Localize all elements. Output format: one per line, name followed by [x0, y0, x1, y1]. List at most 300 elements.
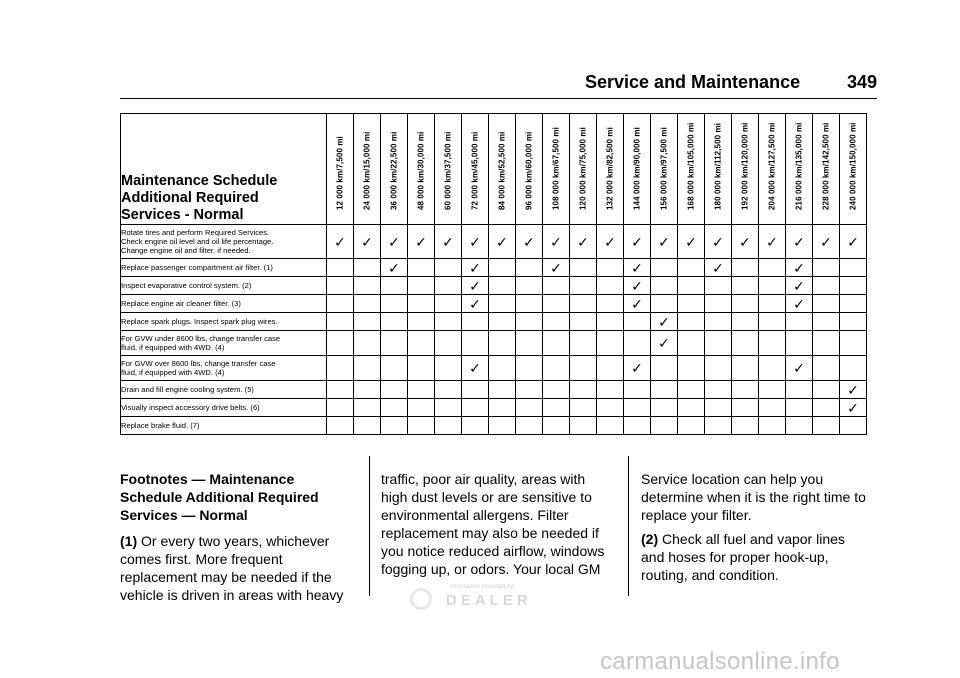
empty-cell: [543, 417, 570, 435]
service-description: [121, 356, 327, 381]
service-description-line: For GVW over 8600 lbs, change transfer case: [121, 359, 276, 368]
empty-cell: [435, 356, 462, 381]
service-description: [121, 295, 327, 313]
service-description-line: fluid, if equipped with 4WD. (4): [121, 368, 225, 377]
interval-header: [570, 114, 597, 225]
empty-cell: [678, 295, 705, 313]
schedule-body: [121, 225, 867, 435]
empty-cell: [624, 399, 651, 417]
empty-cell: [462, 381, 489, 399]
empty-cell: [516, 295, 543, 313]
empty-cell: [570, 417, 597, 435]
check-icon: ✓: [462, 225, 489, 259]
empty-cell: [678, 331, 705, 356]
empty-cell: [435, 313, 462, 331]
empty-cell: [489, 277, 516, 295]
empty-cell: [813, 259, 840, 277]
empty-cell: [840, 277, 867, 295]
check-icon: ✓: [327, 225, 354, 259]
service-description-line: Change engine oil and filter, if needed.: [121, 246, 251, 255]
empty-cell: [327, 399, 354, 417]
empty-cell: [651, 381, 678, 399]
empty-cell: [516, 417, 543, 435]
service-description: [121, 259, 327, 277]
empty-cell: [381, 313, 408, 331]
empty-cell: [516, 381, 543, 399]
empty-cell: [624, 381, 651, 399]
check-icon: ✓: [786, 295, 813, 313]
empty-cell: [651, 259, 678, 277]
check-icon: ✓: [786, 225, 813, 259]
empty-cell: [813, 399, 840, 417]
empty-cell: [354, 399, 381, 417]
empty-cell: [570, 259, 597, 277]
service-description-line: Check engine oil level and oil life percentage.: [121, 237, 274, 246]
empty-cell: [759, 313, 786, 331]
empty-cell: [570, 277, 597, 295]
empty-cell: [759, 356, 786, 381]
empty-cell: [327, 331, 354, 356]
interval-header: [624, 114, 651, 225]
empty-cell: [543, 331, 570, 356]
empty-cell: [840, 356, 867, 381]
check-icon: ✓: [786, 259, 813, 277]
empty-cell: [570, 331, 597, 356]
schedule-row: [121, 399, 867, 417]
empty-cell: [354, 313, 381, 331]
empty-cell: [786, 331, 813, 356]
empty-cell: [381, 381, 408, 399]
empty-cell: [597, 381, 624, 399]
check-icon: ✓: [597, 225, 624, 259]
empty-cell: [597, 277, 624, 295]
watermark-logo: DEALER: [446, 592, 532, 609]
interval-label: 12 000 km/7,500 mi: [335, 136, 345, 210]
check-icon: ✓: [516, 225, 543, 259]
empty-cell: [651, 399, 678, 417]
interval-header: [435, 114, 462, 225]
service-description: [121, 277, 327, 295]
service-description: [121, 399, 327, 417]
empty-cell: [786, 399, 813, 417]
check-icon: ✓: [705, 259, 732, 277]
empty-cell: [759, 399, 786, 417]
empty-cell: [516, 356, 543, 381]
check-icon: ✓: [354, 225, 381, 259]
empty-cell: [435, 277, 462, 295]
interval-label: 240 000 km/150,000 mi: [848, 122, 858, 210]
interval-label: 48 000 km/30,000 mi: [416, 131, 426, 210]
watermark-circle-icon: [410, 588, 432, 610]
schedule-row: [121, 225, 867, 259]
interval-label: 132 000 km/82,500 mi: [605, 127, 615, 210]
empty-cell: [570, 295, 597, 313]
empty-cell: [840, 259, 867, 277]
service-description-line: Drain and fill engine cooling system. (5): [121, 385, 254, 394]
interval-header: [354, 114, 381, 225]
interval-label: 204 000 km/127,500 mi: [767, 122, 777, 210]
empty-cell: [543, 381, 570, 399]
interval-header: [516, 114, 543, 225]
empty-cell: [597, 331, 624, 356]
column-divider: [628, 456, 629, 596]
interval-label: 216 000 km/135,000 mi: [794, 122, 804, 210]
footnote-1-continued: traffic, poor air quality, areas with high dust levels or are sensitive to environmental allergens. Filter replacement may also be needed if you notice reduced airflow, windows fogging up, or odors. Your local GM: [381, 471, 605, 577]
footnotes-column-2: [381, 470, 613, 584]
empty-cell: [651, 295, 678, 313]
interval-label: 72 000 km/45,000 mi: [470, 131, 480, 210]
empty-cell: [435, 259, 462, 277]
empty-cell: [516, 331, 543, 356]
empty-cell: [435, 399, 462, 417]
empty-cell: [624, 417, 651, 435]
empty-cell: [489, 381, 516, 399]
check-icon: ✓: [759, 225, 786, 259]
empty-cell: [840, 417, 867, 435]
check-icon: ✓: [381, 259, 408, 277]
check-icon: ✓: [651, 313, 678, 331]
check-icon: ✓: [840, 381, 867, 399]
empty-cell: [813, 295, 840, 313]
empty-cell: [813, 313, 840, 331]
check-icon: ✓: [462, 295, 489, 313]
empty-cell: [813, 277, 840, 295]
empty-cell: [381, 277, 408, 295]
check-icon: ✓: [543, 225, 570, 259]
empty-cell: [462, 417, 489, 435]
empty-cell: [705, 399, 732, 417]
empty-cell: [354, 295, 381, 313]
empty-cell: [678, 277, 705, 295]
service-description-line: Visually inspect accessory drive belts. (6): [121, 403, 260, 412]
empty-cell: [435, 381, 462, 399]
empty-cell: [705, 417, 732, 435]
empty-cell: [327, 295, 354, 313]
empty-cell: [678, 399, 705, 417]
table-title: [121, 114, 327, 225]
interval-header: [489, 114, 516, 225]
service-description-line: Inspect evaporative control system. (2): [121, 281, 252, 290]
check-icon: ✓: [489, 225, 516, 259]
check-icon: ✓: [624, 259, 651, 277]
empty-cell: [354, 381, 381, 399]
empty-cell: [813, 331, 840, 356]
empty-cell: [435, 417, 462, 435]
interval-header: [381, 114, 408, 225]
page-number: 349: [846, 72, 877, 92]
table-title-line: Services - Normal: [121, 207, 244, 223]
empty-cell: [381, 356, 408, 381]
empty-cell: [678, 381, 705, 399]
empty-cell: [408, 381, 435, 399]
empty-cell: [354, 277, 381, 295]
service-description-line: Rotate tires and perform Required Services.: [121, 228, 270, 237]
empty-cell: [327, 417, 354, 435]
interval-header: [705, 114, 732, 225]
service-description-line: Replace passenger compartment air filter. (1): [121, 263, 273, 272]
empty-cell: [732, 277, 759, 295]
empty-cell: [840, 331, 867, 356]
empty-cell: [678, 313, 705, 331]
empty-cell: [678, 259, 705, 277]
empty-cell: [408, 399, 435, 417]
empty-cell: [408, 313, 435, 331]
empty-cell: [732, 356, 759, 381]
service-description: [121, 313, 327, 331]
check-icon: ✓: [435, 225, 462, 259]
interval-label: 180 000 km/112,500 mi: [713, 122, 723, 210]
check-icon: ✓: [624, 356, 651, 381]
empty-cell: [759, 417, 786, 435]
schedule-row: [121, 381, 867, 399]
empty-cell: [408, 295, 435, 313]
empty-cell: [570, 356, 597, 381]
empty-cell: [759, 331, 786, 356]
empty-cell: [354, 259, 381, 277]
footnote-marker: (2): [641, 531, 659, 547]
empty-cell: [408, 356, 435, 381]
interval-header: [786, 114, 813, 225]
interval-header: [651, 114, 678, 225]
empty-cell: [759, 381, 786, 399]
interval-header: [813, 114, 840, 225]
empty-cell: [381, 331, 408, 356]
empty-cell: [543, 399, 570, 417]
empty-cell: [597, 295, 624, 313]
empty-cell: [327, 277, 354, 295]
empty-cell: [624, 331, 651, 356]
check-icon: ✓: [624, 277, 651, 295]
footer-url: carmanualsonline.info: [600, 648, 840, 675]
interval-header: [597, 114, 624, 225]
header-rule: [120, 98, 877, 99]
check-icon: ✓: [381, 225, 408, 259]
empty-cell: [327, 313, 354, 331]
interval-header: [732, 114, 759, 225]
empty-cell: [651, 277, 678, 295]
footnote-1: (1) Or every two years, whichever comes first. More frequent replacement may be needed if the vehicle is driven in areas with heavy: [120, 533, 344, 603]
empty-cell: [489, 331, 516, 356]
interval-header: [678, 114, 705, 225]
schedule-row: [121, 295, 867, 313]
empty-cell: [570, 313, 597, 331]
service-description: [121, 225, 327, 259]
interval-header: [327, 114, 354, 225]
empty-cell: [570, 399, 597, 417]
interval-label: 84 000 km/52,500 mi: [497, 131, 507, 210]
interval-label: 108 000 km/67,500 mi: [551, 127, 561, 210]
schedule-row: [121, 277, 867, 295]
empty-cell: [462, 331, 489, 356]
schedule-row: [121, 313, 867, 331]
empty-cell: [543, 295, 570, 313]
interval-label: 36 000 km/22,500 mi: [389, 131, 399, 210]
check-icon: ✓: [462, 259, 489, 277]
table-title-line: Maintenance Schedule: [121, 173, 278, 189]
empty-cell: [732, 417, 759, 435]
service-description: [121, 417, 327, 435]
empty-cell: [759, 295, 786, 313]
empty-cell: [489, 356, 516, 381]
schedule-row: [121, 417, 867, 435]
empty-cell: [705, 381, 732, 399]
interval-header-row: [121, 114, 867, 225]
empty-cell: [489, 313, 516, 331]
empty-cell: [597, 417, 624, 435]
service-description-line: Replace spark plugs. Inspect spark plug wires.: [121, 317, 278, 326]
service-description: [121, 381, 327, 399]
interval-label: 168 000 km/105,000 mi: [686, 122, 696, 210]
check-icon: ✓: [732, 225, 759, 259]
empty-cell: [705, 331, 732, 356]
schedule-row: [121, 259, 867, 277]
empty-cell: [732, 399, 759, 417]
check-icon: ✓: [624, 225, 651, 259]
maintenance-schedule-table: [120, 113, 867, 435]
empty-cell: [462, 313, 489, 331]
empty-cell: [840, 313, 867, 331]
empty-cell: [516, 259, 543, 277]
schedule-row: [121, 331, 867, 356]
service-description-line: Replace brake fluid. (7): [121, 421, 200, 430]
empty-cell: [651, 356, 678, 381]
empty-cell: [354, 331, 381, 356]
empty-cell: [597, 399, 624, 417]
empty-cell: [786, 417, 813, 435]
watermark-caption: Information Provided by:: [450, 584, 516, 590]
empty-cell: [489, 295, 516, 313]
service-description-line: For GVW under 8600 lbs, change transfer case: [121, 334, 281, 343]
check-icon: ✓: [813, 225, 840, 259]
check-icon: ✓: [786, 356, 813, 381]
interval-label: 228 000 km/142,500 mi: [821, 122, 831, 210]
empty-cell: [381, 399, 408, 417]
empty-cell: [705, 356, 732, 381]
interval-label: 24 000 km/15,000 mi: [362, 131, 372, 210]
column-divider: [369, 456, 370, 596]
interval-label: 144 000 km/90,000 mi: [632, 127, 642, 210]
check-icon: ✓: [840, 225, 867, 259]
empty-cell: [678, 417, 705, 435]
schedule-row: [121, 356, 867, 381]
empty-cell: [408, 277, 435, 295]
check-icon: ✓: [462, 356, 489, 381]
empty-cell: [462, 399, 489, 417]
interval-label: 120 000 km/75,000 mi: [578, 127, 588, 210]
interval-label: 96 000 km/60,000 mi: [524, 131, 534, 210]
footnotes-heading: Footnotes — Maintenance Schedule Additional Required Services — Normal: [120, 471, 319, 523]
empty-cell: [489, 259, 516, 277]
empty-cell: [354, 356, 381, 381]
empty-cell: [381, 295, 408, 313]
check-icon: ✓: [570, 225, 597, 259]
footnote-2: (2) Check all fuel and vapor lines and hoses for proper hook-up, routing, and condition.: [641, 531, 845, 583]
check-icon: ✓: [678, 225, 705, 259]
empty-cell: [597, 259, 624, 277]
empty-cell: [813, 356, 840, 381]
empty-cell: [651, 417, 678, 435]
empty-cell: [489, 399, 516, 417]
page-header: [585, 72, 877, 96]
empty-cell: [732, 259, 759, 277]
interval-label: 192 000 km/120,000 mi: [740, 122, 750, 210]
empty-cell: [732, 295, 759, 313]
empty-cell: [813, 417, 840, 435]
interval-header: [759, 114, 786, 225]
check-icon: ✓: [840, 399, 867, 417]
footnote-marker: (1): [120, 533, 138, 549]
empty-cell: [759, 259, 786, 277]
check-icon: ✓: [462, 277, 489, 295]
empty-cell: [327, 381, 354, 399]
empty-cell: [408, 417, 435, 435]
check-icon: ✓: [705, 225, 732, 259]
table-title-line: Additional Required: [121, 190, 259, 206]
empty-cell: [408, 259, 435, 277]
dealer-watermark: [410, 580, 550, 620]
check-icon: ✓: [408, 225, 435, 259]
empty-cell: [516, 277, 543, 295]
empty-cell: [786, 313, 813, 331]
empty-cell: [678, 356, 705, 381]
empty-cell: [597, 356, 624, 381]
empty-cell: [624, 313, 651, 331]
check-icon: ✓: [786, 277, 813, 295]
empty-cell: [813, 381, 840, 399]
footnotes-column-3: [641, 470, 881, 590]
check-icon: ✓: [651, 331, 678, 356]
empty-cell: [570, 381, 597, 399]
empty-cell: [327, 259, 354, 277]
check-icon: ✓: [624, 295, 651, 313]
empty-cell: [786, 381, 813, 399]
empty-cell: [732, 313, 759, 331]
empty-cell: [543, 277, 570, 295]
empty-cell: [516, 399, 543, 417]
empty-cell: [408, 331, 435, 356]
empty-cell: [381, 417, 408, 435]
empty-cell: [597, 313, 624, 331]
empty-cell: [840, 295, 867, 313]
interval-header: [462, 114, 489, 225]
service-description-line: Replace engine air cleaner filter. (3): [121, 299, 241, 308]
interval-label: 156 000 km/97,500 mi: [659, 127, 669, 210]
empty-cell: [327, 356, 354, 381]
empty-cell: [435, 331, 462, 356]
empty-cell: [732, 331, 759, 356]
interval-header: [408, 114, 435, 225]
empty-cell: [705, 313, 732, 331]
empty-cell: [354, 417, 381, 435]
empty-cell: [435, 295, 462, 313]
interval-header: [840, 114, 867, 225]
check-icon: ✓: [543, 259, 570, 277]
service-description: [121, 331, 327, 356]
section-title: Service and Maintenance: [585, 72, 801, 92]
interval-header: [543, 114, 570, 225]
empty-cell: [543, 313, 570, 331]
empty-cell: [759, 277, 786, 295]
interval-label: 60 000 km/37,500 mi: [443, 131, 453, 210]
empty-cell: [732, 381, 759, 399]
empty-cell: [705, 295, 732, 313]
empty-cell: [543, 356, 570, 381]
empty-cell: [489, 417, 516, 435]
footnotes-column-1: [120, 470, 352, 610]
empty-cell: [516, 313, 543, 331]
check-icon: ✓: [651, 225, 678, 259]
empty-cell: [705, 277, 732, 295]
